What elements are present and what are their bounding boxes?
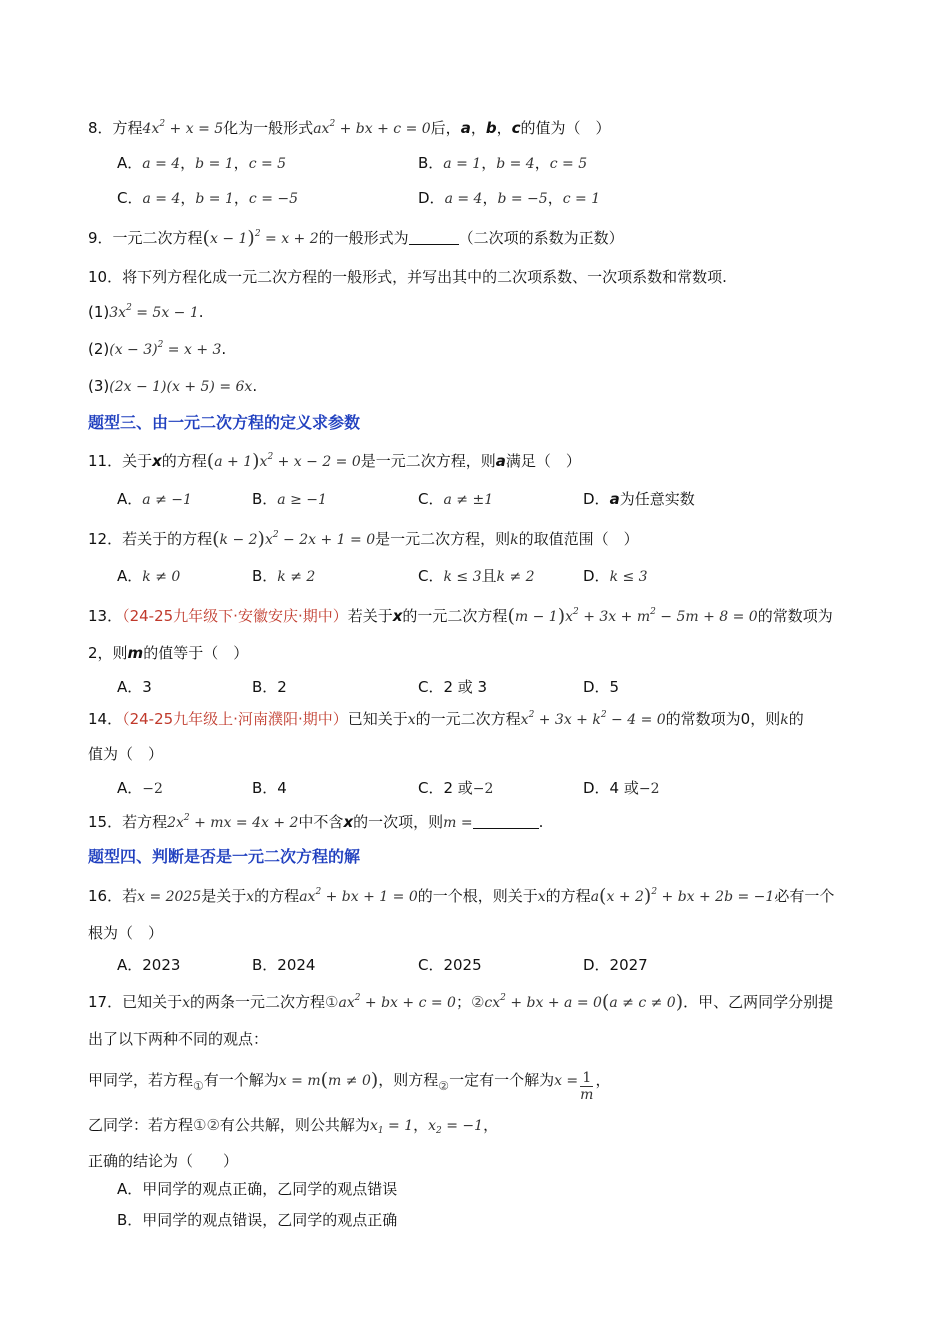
q10-stem: 10．将下列方程化成一元二次方程的一般形式，并写出其中的二次项系数、一次项系数和常数项. bbox=[88, 268, 727, 286]
q16-stem: 16．若x = 2025是关于x的方程$ax^2$ + bx + 1 = 0的一个根，则关于x的方程$a(x + 2)^2$ + bx + 2b = −1必有一个 bbox=[88, 885, 835, 907]
q8-option-b[interactable]: B．a = 1，b = 4，c = 5 bbox=[418, 154, 588, 172]
q12-option-a[interactable]: A．k ≠ 0 bbox=[117, 567, 181, 585]
q17-stem-line2: 出了以下两种不同的观点： bbox=[88, 1030, 269, 1048]
q17-conclusion: 正确的结论为（ ） bbox=[88, 1152, 239, 1170]
q11-stem: 11．关于x的方程$(a + 1)x^2 + x - 2 = 0$是一元二次方程，则a满足（ ） bbox=[88, 450, 581, 472]
q9-answer-blank[interactable] bbox=[409, 228, 459, 245]
q11-option-d[interactable]: D．a为任意实数 bbox=[583, 490, 695, 508]
q17-stem: 17．已知关于x的两条一元二次方程$①ax^2$ + bx + c = 0；$②cx^2$ + bx + a = 0(a ≠ c ≠ 0)．甲、乙两同学分别提 bbox=[88, 991, 834, 1013]
q9-stem: 9．一元二次方程$(x - 1)^2 = x + 2$的一般形式为 （二次项的系数为正数） bbox=[88, 227, 624, 249]
q12-option-b[interactable]: B．k ≠ 2 bbox=[252, 567, 316, 585]
q11-option-c[interactable]: C．a ≠ ±1 bbox=[418, 490, 494, 508]
q10-part1: $(1)3x^2 = 5x - 1$. bbox=[88, 303, 204, 321]
q13-stem-line2: 2，则m的值等于（ ） bbox=[88, 644, 249, 662]
q10-part3: (3)(2x − 1)(x + 5) = 6x. bbox=[88, 377, 258, 395]
q12-stem: 12．若关于的方程$(k - 2)x^2 - 2x + 1 = 0$是一元二次方程，则k的取值范围（ ） bbox=[88, 528, 639, 550]
q13-option-c[interactable]: C．2 或 3 bbox=[418, 678, 488, 696]
q10-part2: $(2)(x - 3)^2 = x + 3$. bbox=[88, 340, 227, 358]
q16-option-d[interactable]: D．2027 bbox=[583, 956, 648, 974]
q14-option-b[interactable]: B．4 bbox=[252, 779, 287, 797]
q17-jia-view: 甲同学，若方程$_①$有一个解为x = m(m ≠ 0)，则方程$_②$一定有一个解为x = $\frac{1}{m}$ ， bbox=[88, 1069, 611, 1103]
q11-option-a[interactable]: A．a ≠ −1 bbox=[117, 490, 192, 508]
q14-option-d[interactable]: D．4 或−2 bbox=[583, 779, 660, 797]
q14-option-c[interactable]: C．2 或−2 bbox=[418, 779, 494, 797]
q8-option-a[interactable]: A．a = 4，b = 1，c = 5 bbox=[117, 154, 287, 172]
q8-option-c[interactable]: C．a = 4，b = 1，c = −5 bbox=[117, 189, 299, 207]
q14-source: （24-25九年级上·河南濮阳·期中） bbox=[122, 710, 348, 728]
q16-option-a[interactable]: A．2023 bbox=[117, 956, 181, 974]
q13-stem: 13．（24-25九年级下·安徽安庆·期中）若关于x的一元二次方程$(m - 1)x^2 + 3x + m^2 - 5m + 8 = 0$的常数项为 bbox=[88, 605, 833, 627]
q17-yi-view: 乙同学：若方程①②有公共解，则公共解为$x_1 = 1$，$x_2 = -1$， bbox=[88, 1116, 499, 1136]
section-heading-3: 题型三、由一元二次方程的定义求参数 bbox=[88, 413, 361, 432]
q8-stem: 8．方程$4x^2 + x = 5$化为一般形式$ax^2$ + bx + c = 0后，a，b，c的值为（ ） bbox=[88, 119, 611, 137]
q12-option-c[interactable]: C．k ≤ 3且k ≠ 2 bbox=[418, 567, 535, 585]
q16-option-c[interactable]: C．2025 bbox=[418, 956, 482, 974]
q16-stem-line2: 根为（ ） bbox=[88, 924, 164, 942]
q15-answer-blank[interactable] bbox=[473, 812, 539, 829]
q17-option-b[interactable]: B．甲同学的观点错误，乙同学的观点正确 bbox=[117, 1211, 398, 1229]
section-heading-4: 题型四、判断是否是一元二次方程的解 bbox=[88, 847, 361, 866]
q14-option-a[interactable]: A．−2 bbox=[117, 779, 163, 797]
q14-stem-line2: 值为（ ） bbox=[88, 745, 164, 763]
q14-stem: 14．（24-25九年级上·河南濮阳·期中）已知关于x的一元二次方程$x^2 + 3x + k^2 - 4 = 0$的常数项为0，则k的 bbox=[88, 710, 804, 728]
q15-stem: 15．若方程$2x^2$ + mx = 4x + 2中不含x的一次项，则m = . bbox=[88, 813, 544, 831]
q17-option-a[interactable]: A．甲同学的观点正确，乙同学的观点错误 bbox=[117, 1180, 398, 1198]
q11-option-b[interactable]: B．a ≥ −1 bbox=[252, 490, 327, 508]
q13-option-b[interactable]: B．2 bbox=[252, 678, 287, 696]
q12-option-d[interactable]: D．k ≤ 3 bbox=[583, 567, 648, 585]
q16-option-b[interactable]: B．2024 bbox=[252, 956, 316, 974]
q13-option-a[interactable]: A．3 bbox=[117, 678, 152, 696]
q8-option-d[interactable]: D．a = 4，b = −5，c = 1 bbox=[418, 189, 601, 207]
q13-option-d[interactable]: D．5 bbox=[583, 678, 620, 696]
q13-source: （24-25九年级下·安徽安庆·期中） bbox=[122, 607, 348, 625]
